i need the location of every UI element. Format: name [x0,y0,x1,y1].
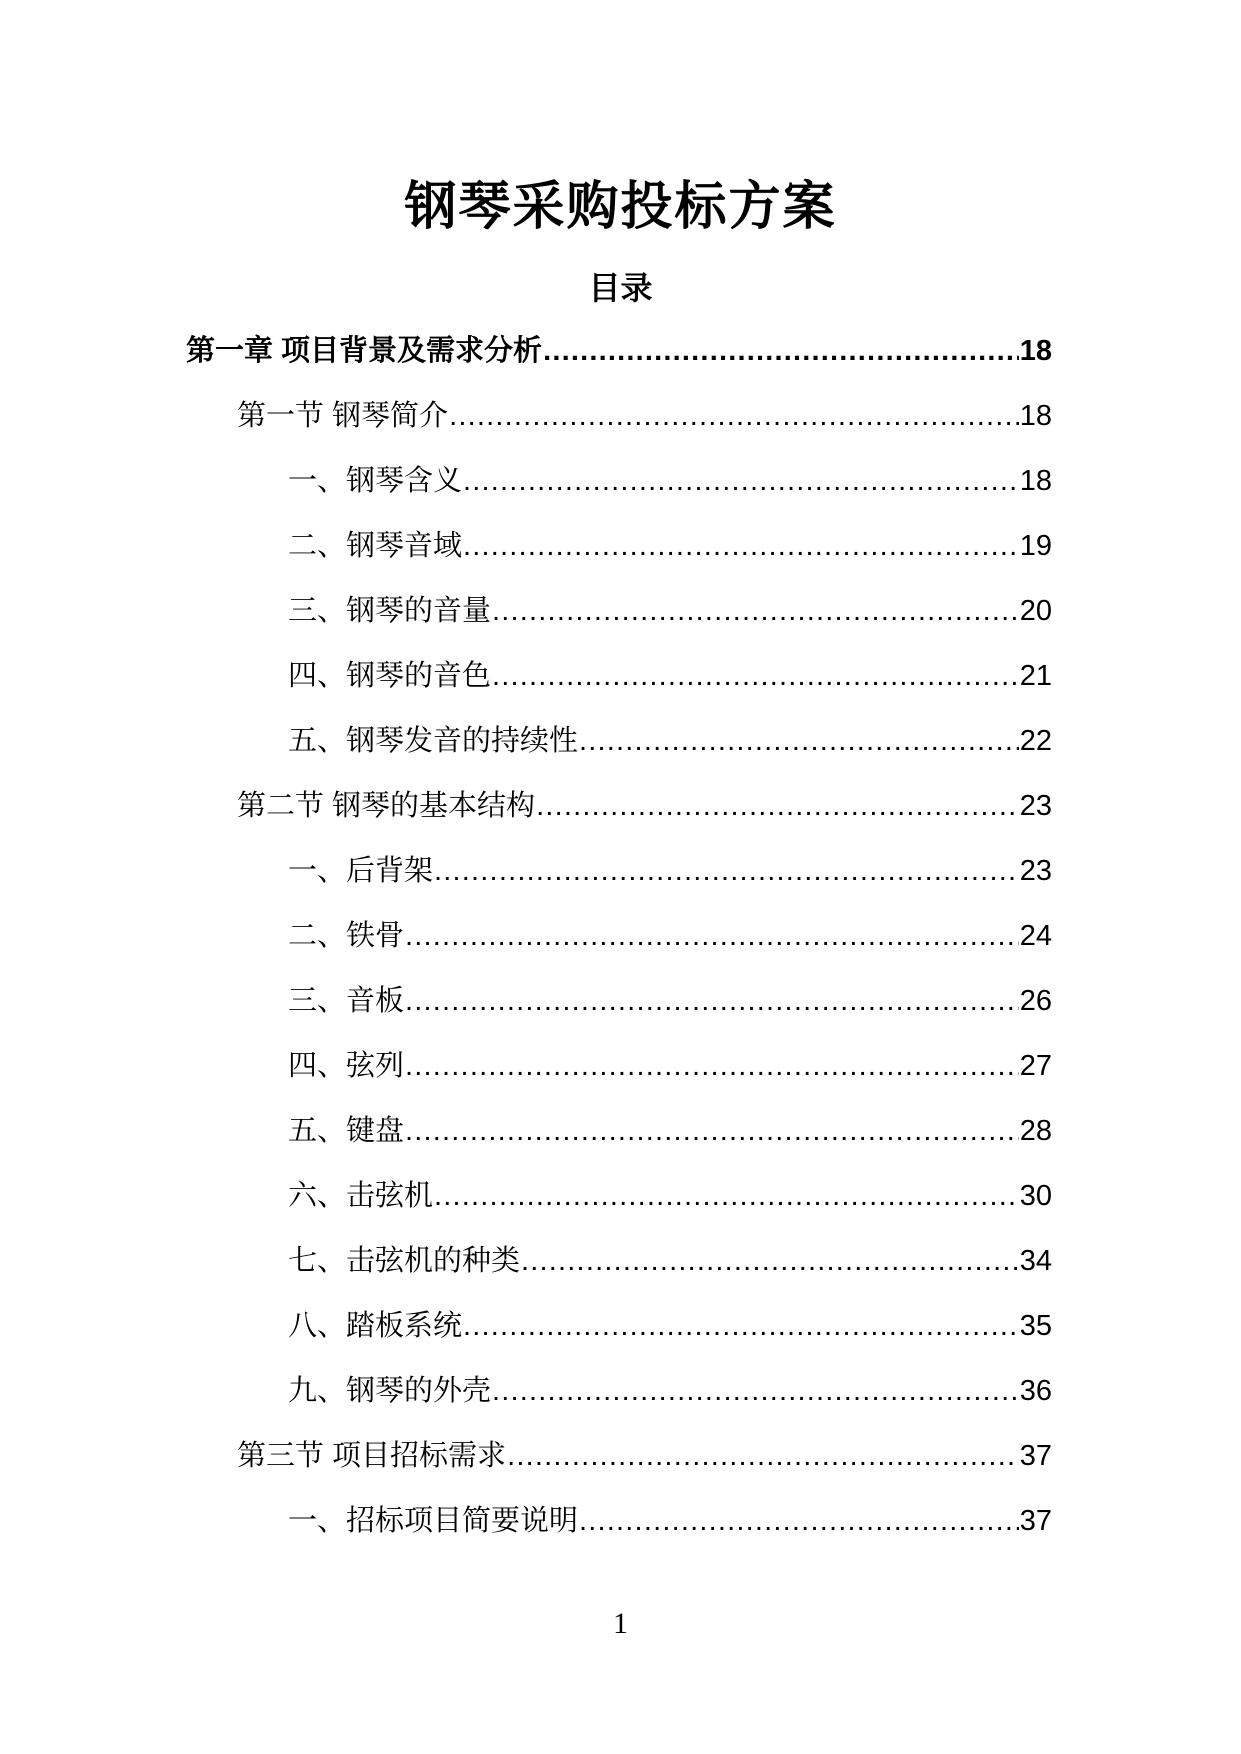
toc-entry[interactable] [288,458,1052,504]
toc-entry[interactable] [288,1303,1052,1349]
toc-dot-leader [463,523,1019,569]
toc-entry[interactable] [288,1238,1052,1284]
toc-dot-leader [579,718,1019,764]
toc-dot-leader [521,1238,1019,1284]
toc-entry-page: 34 [1019,1245,1052,1277]
toc-entry-page: 36 [1019,1375,1052,1407]
toc-dot-leader [579,1498,1019,1544]
toc-dot-leader [463,458,1019,504]
toc-entry-label: 五、键盘 [288,1115,405,1147]
toc-entry[interactable] [288,848,1052,894]
toc-entry-label: 二、钢琴音域 [288,530,463,562]
toc-entry[interactable] [288,1108,1052,1154]
toc-entry-label: 一、后背架 [288,855,434,887]
toc-dot-leader [536,783,1019,829]
toc-entry[interactable] [237,783,1052,829]
toc-entry[interactable] [288,718,1052,764]
toc-dot-leader [463,1303,1019,1349]
toc-entry[interactable] [288,1173,1052,1219]
toc-entry-page: 20 [1019,595,1052,627]
toc-entry-label: 第三节 项目招标需求 [237,1440,507,1472]
toc-entry-label: 三、钢琴的音量 [288,595,492,627]
toc-entry-page: 30 [1019,1180,1052,1212]
page-number: 1 [613,1607,628,1640]
toc-dot-leader [434,848,1019,894]
toc-entry-label: 二、铁骨 [288,920,405,952]
toc-entry[interactable] [186,328,1052,374]
toc-entry-page: 26 [1019,985,1052,1017]
toc-dot-leader [405,1043,1019,1089]
toc-entry-label: 九、钢琴的外壳 [288,1375,492,1407]
toc-dot-leader [449,393,1019,439]
toc-entry-page: 35 [1019,1310,1052,1342]
toc-entry-page: 28 [1019,1115,1052,1147]
toc-entry[interactable] [288,1368,1052,1414]
toc-entry-page: 27 [1019,1050,1052,1082]
toc-dot-leader [492,653,1019,699]
toc-entry[interactable] [237,1433,1052,1479]
toc-entry-label: 第二节 钢琴的基本结构 [237,790,536,822]
toc-entry-label: 一、钢琴含义 [288,465,463,497]
toc-entry-label: 第一节 钢琴简介 [237,400,449,432]
toc-dot-leader [543,328,1019,374]
document-title: 钢琴采购投标方案 [404,178,837,236]
toc-entry-page: 18 [1019,465,1052,497]
toc-entry-page: 37 [1019,1505,1052,1537]
toc-entry-page: 24 [1019,920,1052,952]
toc-entry[interactable] [288,653,1052,699]
toc-entry-label: 一、招标项目简要说明 [288,1505,579,1537]
toc-entry-label: 三、音板 [288,985,405,1017]
toc-entry-page: 19 [1019,530,1052,562]
toc-entry-label: 五、钢琴发音的持续性 [288,725,579,757]
toc-dot-leader [434,1173,1019,1219]
toc-entry-label: 八、踏板系统 [288,1310,463,1342]
toc-entry-page: 18 [1019,335,1052,367]
toc-entry-page: 21 [1019,660,1052,692]
toc-entry[interactable] [288,1043,1052,1089]
toc-entry-label: 第一章 项目背景及需求分析 [186,335,543,367]
toc-entry-page: 22 [1019,725,1052,757]
toc-entry-label: 四、弦列 [288,1050,405,1082]
toc-entry[interactable] [288,1498,1052,1544]
toc-heading: 目录 [588,270,653,306]
toc-entry[interactable] [288,978,1052,1024]
toc-entry-page: 37 [1019,1440,1052,1472]
toc-entry-label: 四、钢琴的音色 [288,660,492,692]
toc-dot-leader [405,913,1019,959]
toc-dot-leader [492,588,1019,634]
toc-entry-page: 23 [1019,790,1052,822]
toc-entry-page: 18 [1019,400,1052,432]
toc-dot-leader [405,1108,1019,1154]
toc-dot-leader [507,1433,1019,1479]
toc-entry[interactable] [288,523,1052,569]
toc-entry-label: 六、击弦机 [288,1180,434,1212]
toc-entry[interactable] [288,588,1052,634]
toc-entry-label: 七、击弦机的种类 [288,1245,521,1277]
toc-entry[interactable] [237,393,1052,439]
toc-dot-leader [492,1368,1019,1414]
toc-entry[interactable] [288,913,1052,959]
toc-entry-page: 23 [1019,855,1052,887]
toc-dot-leader [405,978,1019,1024]
